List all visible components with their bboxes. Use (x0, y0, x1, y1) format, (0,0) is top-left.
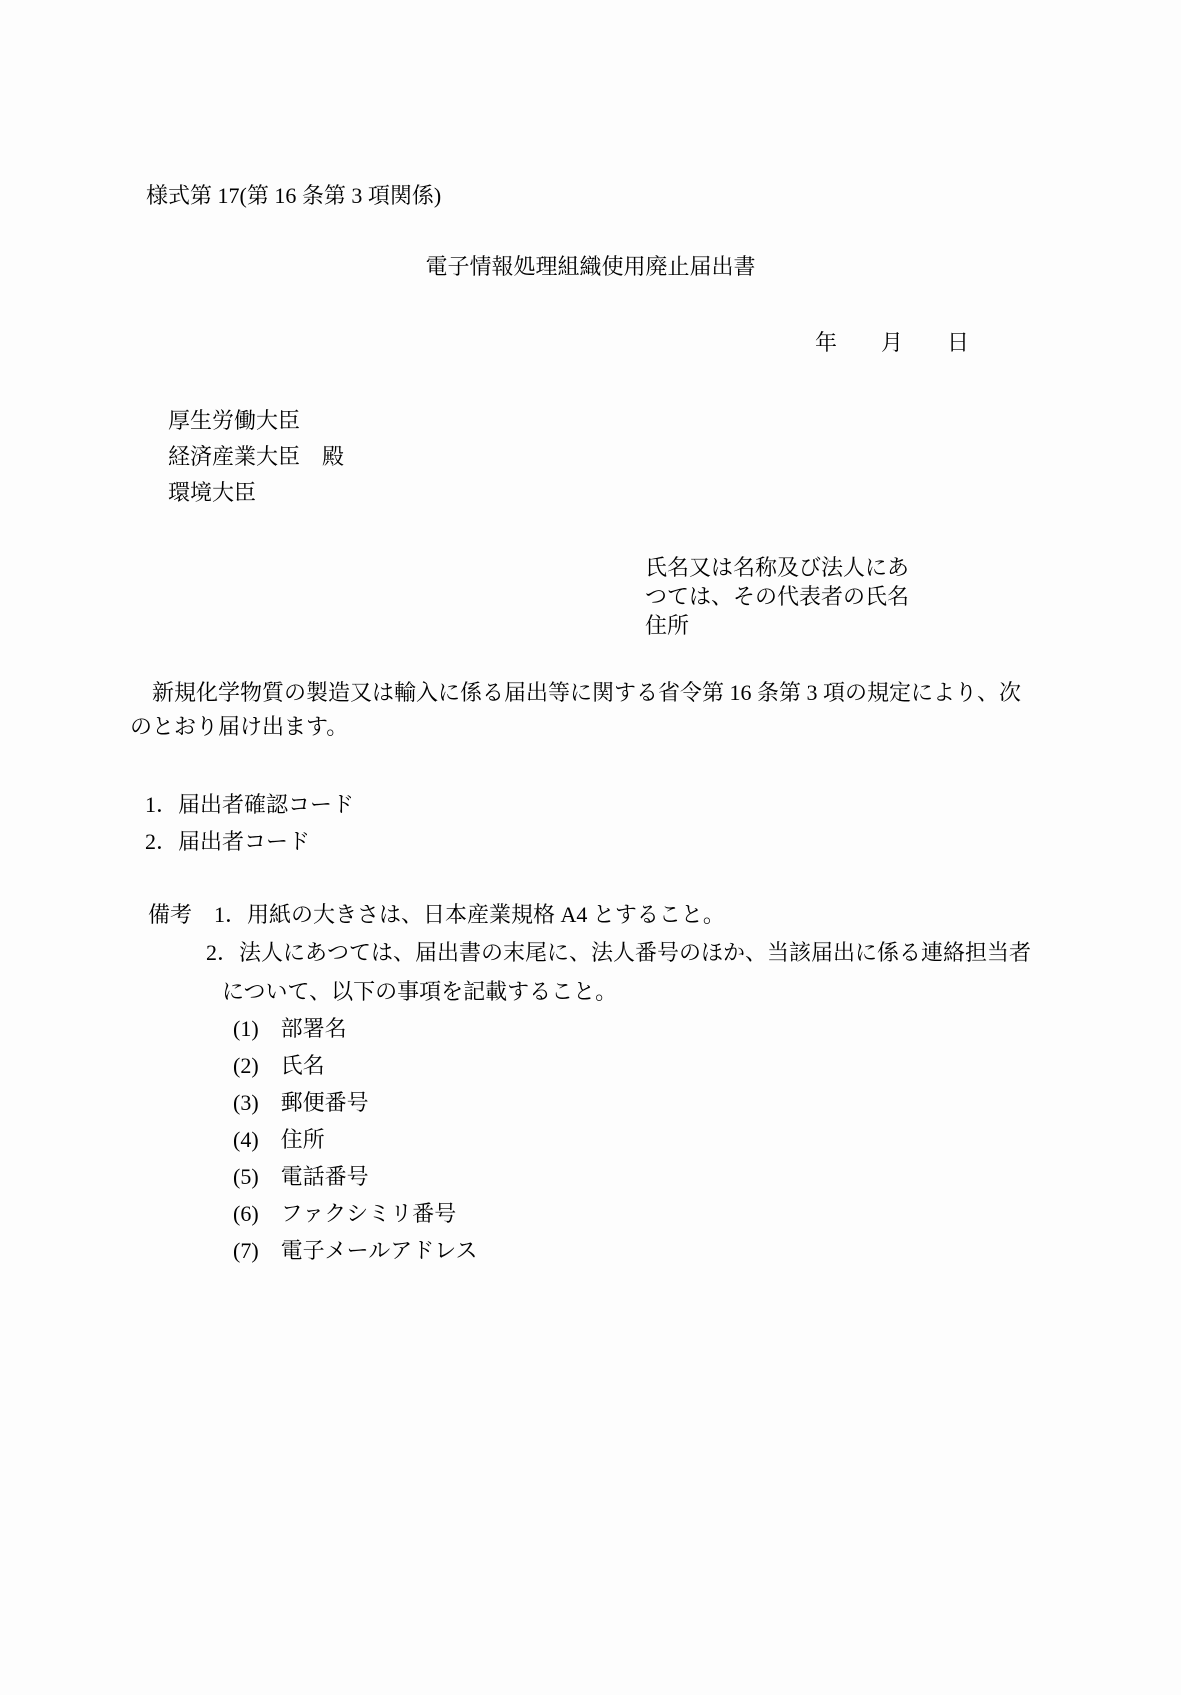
remarks-note-2-line-1: 2．法人にあつては、届出書の末尾に、法人番号のほか、当該届出に係る連絡担当者 (206, 940, 1032, 965)
remarks-sub-item-name: (2) 氏名 (233, 1053, 325, 1078)
remarks-sub-item-address: (4) 住所 (233, 1127, 325, 1152)
declarant-address-label: 住所 (645, 613, 690, 638)
item-notifier-code: 2．届出者コード (145, 829, 311, 854)
document-title: 電子情報処理組織使用廃止届出書 (425, 254, 756, 279)
item-notifier-confirmation-code: 1．届出者確認コード (145, 792, 355, 817)
addressee-minister-health-labour-welfare: 厚生労働大臣 (168, 408, 301, 433)
declarant-name-label-line-1: 氏名又は名称及び法人にあ (645, 555, 910, 580)
form-number: 様式第 17(第 16 条第 3 項関係) (146, 183, 442, 208)
remarks-sub-item-postal-code: (3) 郵便番号 (233, 1090, 369, 1115)
remarks-sub-item-fax-number: (6) ファクシミリ番号 (233, 1201, 457, 1226)
remarks-note-2-line-2: について、以下の事項を記載すること。 (222, 979, 618, 1004)
body-paragraph-line-1: 新規化学物質の製造又は輸入に係る届出等に関する省令第 16 条第 3 項の規定により、次 (130, 680, 1022, 705)
remarks-sub-item-department-name: (1) 部署名 (233, 1016, 347, 1041)
body-paragraph-line-2: のとおり届け出ます。 (130, 714, 349, 739)
date-line: 年 月 日 (815, 330, 970, 355)
addressee-minister-economy-trade-industry: 経済産業大臣 殿 (168, 444, 345, 469)
remarks-note-1: 備考 1．用紙の大きさは、日本産業規格 A4 とすること。 (148, 902, 725, 927)
declarant-name-label-line-2: つては、その代表者の氏名 (645, 584, 910, 609)
remarks-sub-item-email-address: (7) 電子メールアドレス (233, 1238, 478, 1263)
remarks-sub-item-phone-number: (5) 電話番号 (233, 1164, 369, 1189)
addressee-minister-environment: 環境大臣 (168, 480, 257, 505)
